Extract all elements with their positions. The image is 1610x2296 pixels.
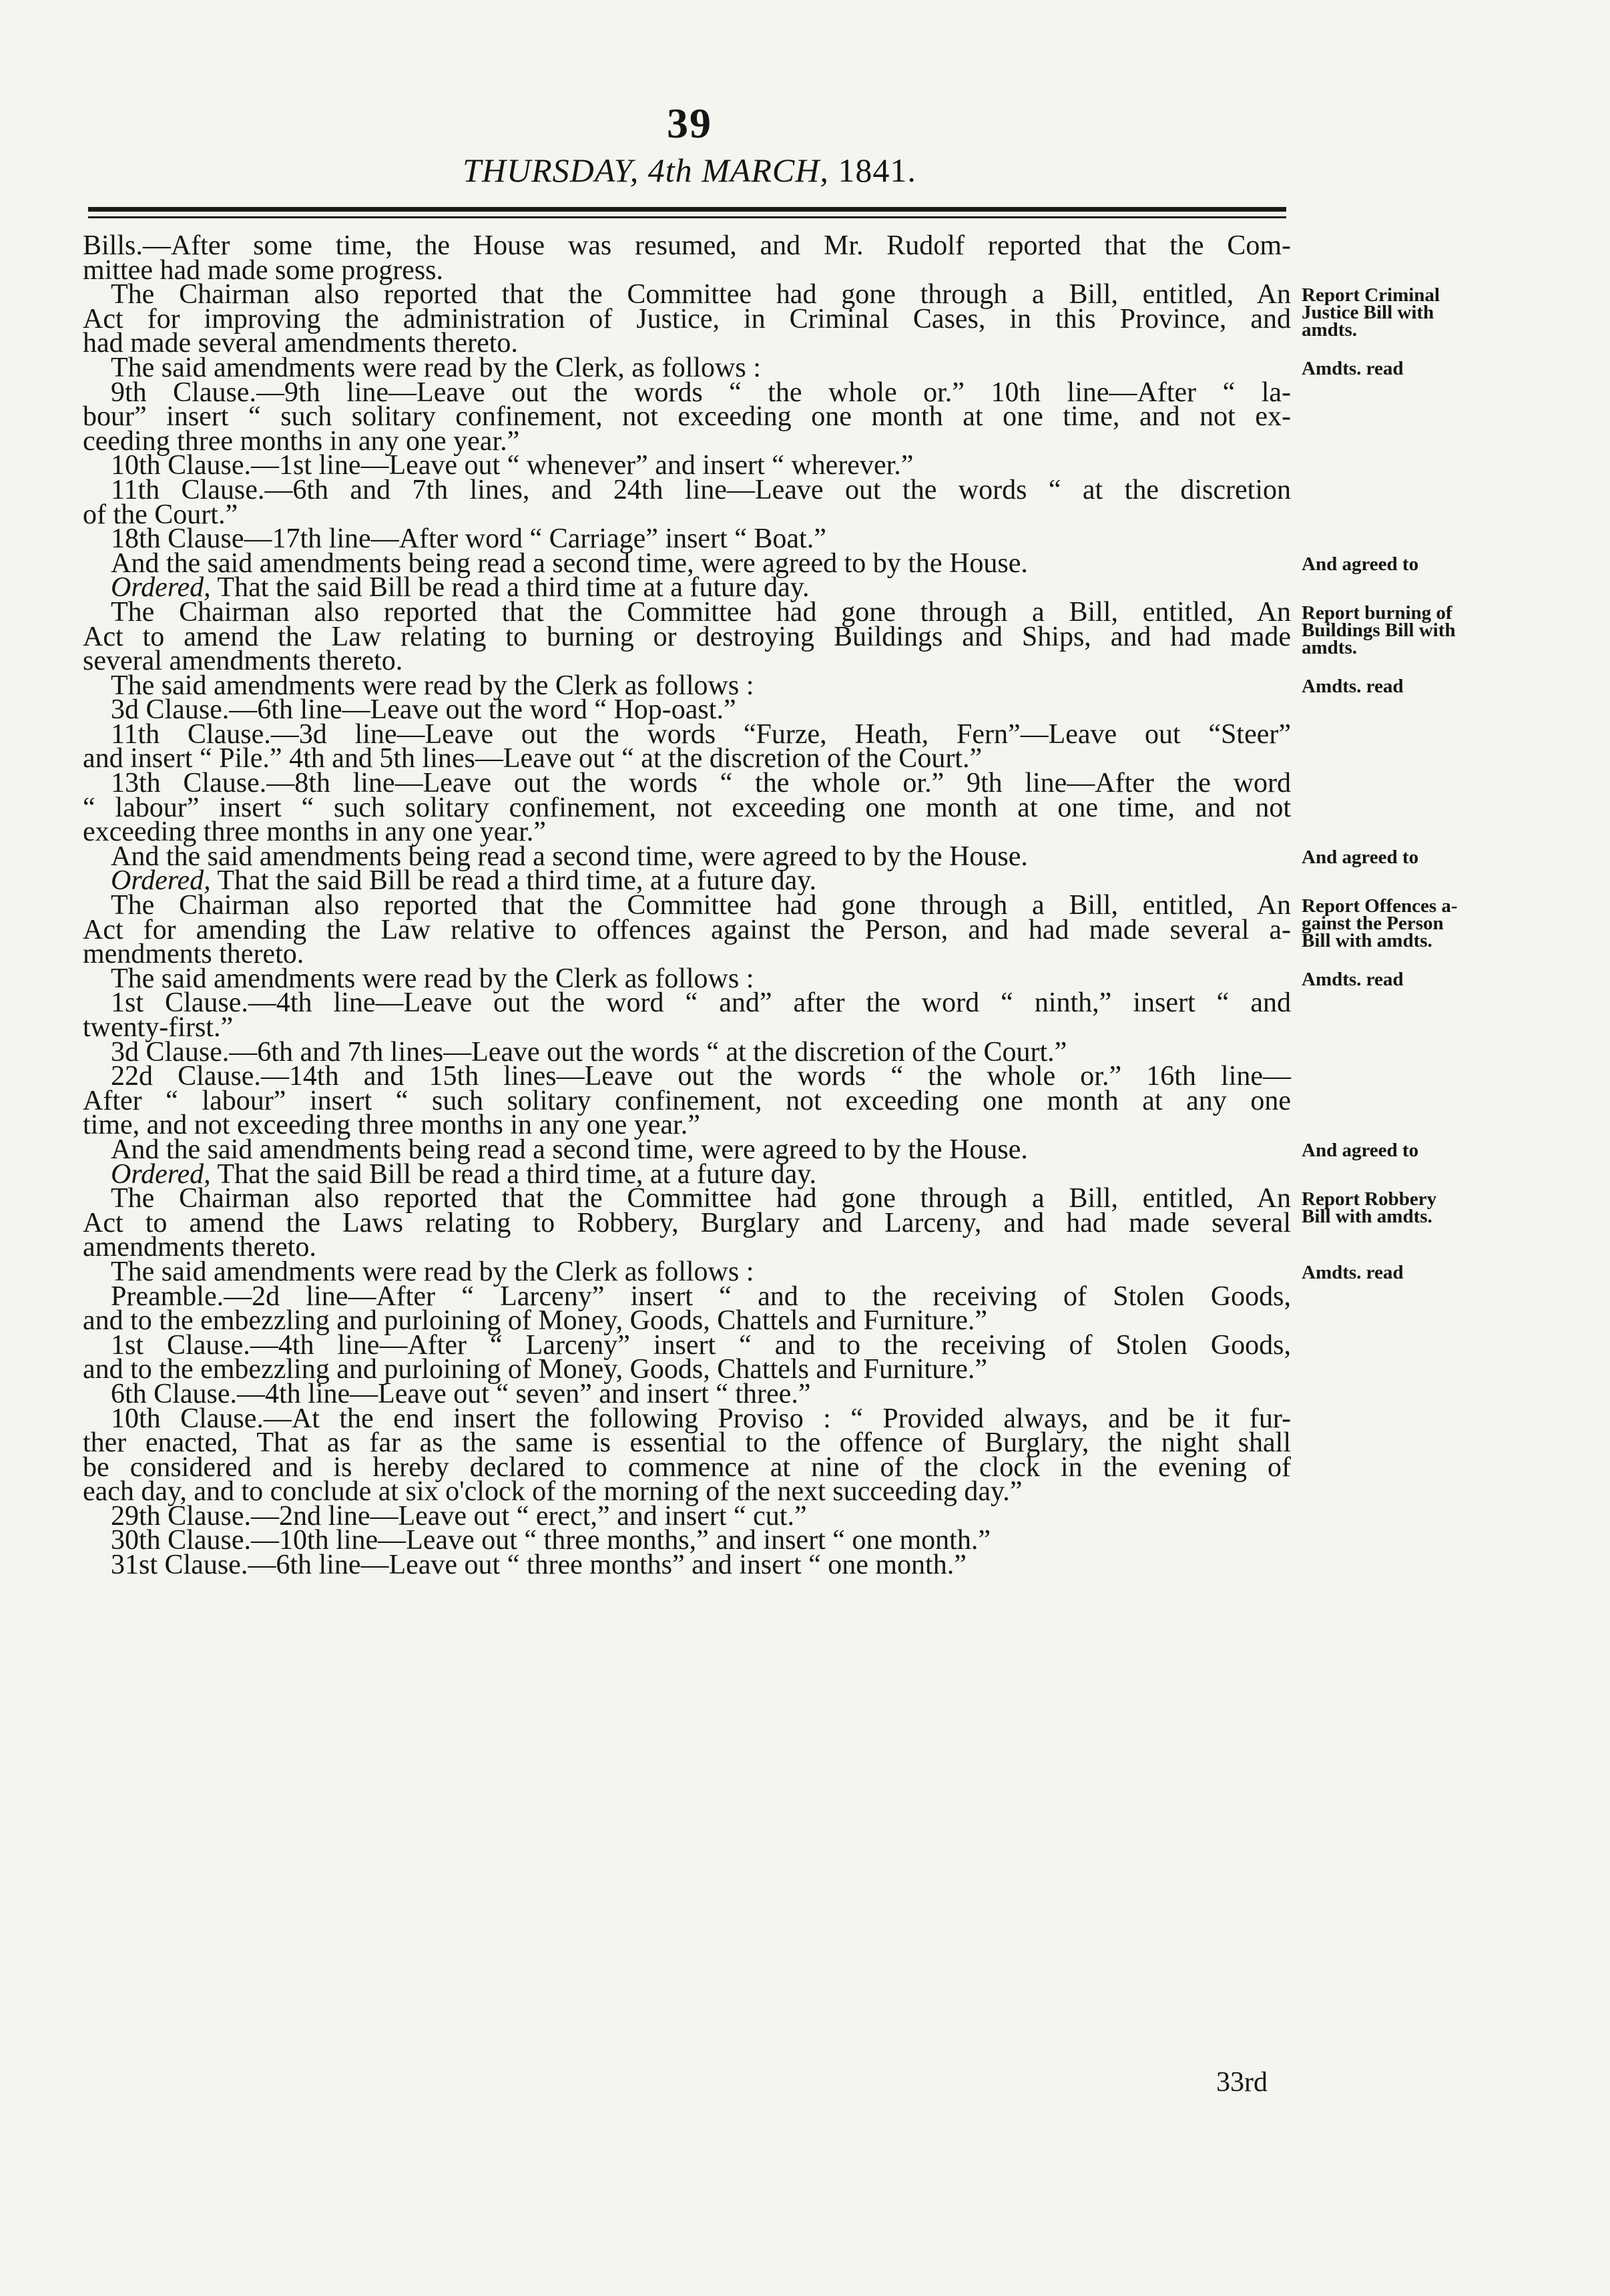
- text-line: The said amendments were read by the Clerk, as follows :: [111, 352, 761, 383]
- text-line: Ordered, That the said Bill be read a third time, at a future day.: [111, 865, 817, 897]
- heading-rule-thick: [88, 207, 1286, 212]
- margin-note: Amdts. read: [1302, 1262, 1404, 1284]
- text-line: twenty-first.”: [83, 1012, 234, 1043]
- text-line: Ordered, That the said Bill be read a third time at a future day.: [111, 572, 810, 604]
- text-line: 10th Clause.—1st line—Leave out “ whenever” and insert “ wherever.”: [111, 450, 914, 481]
- text-line: 13th Clause.—8th line—Leave out the words “ the whole or.” 9th line—After the word: [111, 768, 1291, 799]
- text-line: and to the embezzling and purloining of Money, Goods, Chattels and Furniture.”: [83, 1305, 987, 1337]
- text-line: each day, and to conclude at six o'clock of the morning of the next succeeding day.”: [83, 1476, 1023, 1508]
- text-line: ceeding three months in any one year.”: [83, 425, 520, 457]
- text-line: 18th Clause—17th line—After word “ Carriage” insert “ Boat.”: [111, 523, 826, 555]
- margin-note: Report Robbery Bill with amdts.: [1302, 1188, 1437, 1228]
- page-heading: [0, 151, 1379, 190]
- text-line: 29th Clause.—2nd line—Leave out “ erect,” and insert “ cut.”: [111, 1500, 807, 1532]
- heading-date-suffix: 4th: [647, 152, 693, 189]
- text-line: mendments thereto.: [83, 939, 304, 970]
- text-line: And the said amendments being read a second time, were agreed to by the House.: [111, 547, 1028, 579]
- margin-note: And agreed to: [1302, 553, 1419, 575]
- text-line: And the said amendments being read a second time, were agreed to by the House.: [111, 1134, 1028, 1165]
- text-line: of the Court.”: [83, 499, 238, 530]
- text-line: “ labour” insert “ such solitary confinement, not exceeding one month at one time, and not: [83, 792, 1291, 823]
- text-line: be considered and is hereby declared to commence at nine of the clock in the evening of: [83, 1451, 1291, 1483]
- text-line: Act for improving the administration of Justice, in Criminal Cases, in this Province, and: [83, 303, 1291, 334]
- text-line: mittee had made some progress.: [83, 254, 444, 286]
- text-line: 1st Clause.—4th line—After “ Larceny” insert “ and to the receiving of Stolen Goods,: [111, 1329, 1291, 1361]
- margin-note: Report Criminal Justice Bill with amdts.: [1302, 284, 1440, 341]
- heading-rule-thin: [88, 216, 1286, 218]
- text-line: The Chairman also reported that the Committee had gone through a Bill, entitled, An: [111, 596, 1291, 628]
- italic-lead: Ordered,: [111, 865, 211, 897]
- catchword: 33rd: [1216, 2067, 1268, 2098]
- text-line: 1st Clause.—4th line—Leave out the word “ and” after the word “ ninth,” insert “ and: [111, 987, 1291, 1019]
- margin-note: Report Offences a- gainst the Person Bill with amdts.: [1302, 895, 1458, 952]
- text-line: several amendments thereto.: [83, 646, 403, 677]
- text-line: ther enacted, That as far as the same is essential to the offence of Burglary, the night shall: [83, 1427, 1291, 1459]
- text-line: exceeding three months in any one year.”: [83, 817, 546, 848]
- text-line: 6th Clause.—4th line—Leave out “ seven” and insert “ three.”: [111, 1378, 811, 1409]
- margin-note: And agreed to: [1302, 1140, 1419, 1162]
- page-number: 39: [667, 99, 712, 147]
- text-line: The Chairman also reported that the Committee had gone through a Bill, entitled, An: [111, 1183, 1291, 1214]
- text-line: 11th Clause.—6th and 7th lines, and 24th line—Leave out the words “ at the discretion: [111, 474, 1291, 505]
- text-line: bour” insert “ such solitary confinement, not exceeding one month at one time, and not ex-: [83, 401, 1291, 433]
- text-line: amendments thereto.: [83, 1232, 316, 1263]
- text-line: Act to amend the Law relating to burning or destroying Buildings and Ships, and had made: [83, 621, 1291, 652]
- text-line: 10th Clause.—At the end insert the following Proviso : “ Provided always, and be it fur-: [111, 1403, 1291, 1434]
- text-line: Act to amend the Laws relating to Robbery, Burglary and Larceny, and had made several: [83, 1207, 1291, 1238]
- text-line: The said amendments were read by the Clerk as follows :: [111, 963, 754, 994]
- text-line: time, and not exceeding three months in any one year.”: [83, 1110, 700, 1141]
- text-line: 30th Clause.—10th line—Leave out “ three months,” and insert “ one month.”: [111, 1525, 991, 1556]
- text-line: 9th Clause.—9th line—Leave out the words “ the whole or.” 10th line—After “ la-: [111, 377, 1291, 408]
- text-line: Ordered, That the said Bill be read a third time, at a future day.: [111, 1158, 817, 1190]
- text-line: and to the embezzling and purloining of Money, Goods, Chattels and Furniture.”: [83, 1354, 987, 1385]
- text-line: The said amendments were read by the Clerk as follows :: [111, 670, 754, 701]
- text-line: 31st Clause.—6th line—Leave out “ three months” and insert “ one month.”: [111, 1550, 967, 1581]
- margin-note: Amdts. read: [1302, 358, 1404, 379]
- text-line: And the said amendments being read a second time, were agreed to by the House.: [111, 841, 1028, 872]
- heading-month: MARCH,: [702, 152, 829, 189]
- text-line: 3d Clause.—6th and 7th lines—Leave out the words “ at the discretion of the Court.”: [111, 1036, 1067, 1068]
- text-line: Act for amending the Law relative to offences against the Person, and had made several a-: [83, 914, 1291, 945]
- text-line: Bills.—After some time, the House was resumed, and Mr. Rudolf reported that the Com-: [83, 230, 1291, 261]
- text-line: and insert “ Pile.” 4th and 5th lines—Leave out “ at the discretion of the Court.”: [83, 743, 983, 774]
- text-line: The said amendments were read by the Clerk as follows :: [111, 1256, 754, 1287]
- heading-day: THURSDAY,: [463, 152, 639, 189]
- text-line: 22d Clause.—14th and 15th lines—Leave out the words “ the whole or.” 16th line—: [111, 1061, 1291, 1092]
- journal-body-text: [83, 230, 1291, 1581]
- text-line: 11th Clause.—3d line—Leave out the words “Furze, Heath, Fern”—Leave out “Steer”: [111, 718, 1291, 750]
- italic-lead: Ordered,: [111, 1158, 211, 1190]
- margin-note: Amdts. read: [1302, 675, 1404, 697]
- margin-note: Amdts. read: [1302, 969, 1404, 990]
- text-line: Preamble.—2d line—After “ Larceny” insert “ and to the receiving of Stolen Goods,: [111, 1281, 1291, 1312]
- text-line: 3d Clause.—6th line—Leave out the word “ Hop-oast.”: [111, 694, 736, 726]
- margin-note: Report burning of Buildings Bill with amdts.: [1302, 602, 1456, 658]
- text-line: had made several amendments thereto.: [83, 328, 518, 359]
- text-line: The Chairman also reported that the Committee had gone through a Bill, entitled, An: [111, 279, 1291, 310]
- heading-year: 1841.: [838, 152, 916, 189]
- text-line: After “ labour” insert “ such solitary confinement, not exceeding one month at any one: [83, 1085, 1291, 1116]
- margin-note: And agreed to: [1302, 847, 1419, 868]
- text-line: The Chairman also reported that the Committee had gone through a Bill, entitled, An: [111, 890, 1291, 921]
- italic-lead: Ordered,: [111, 572, 211, 604]
